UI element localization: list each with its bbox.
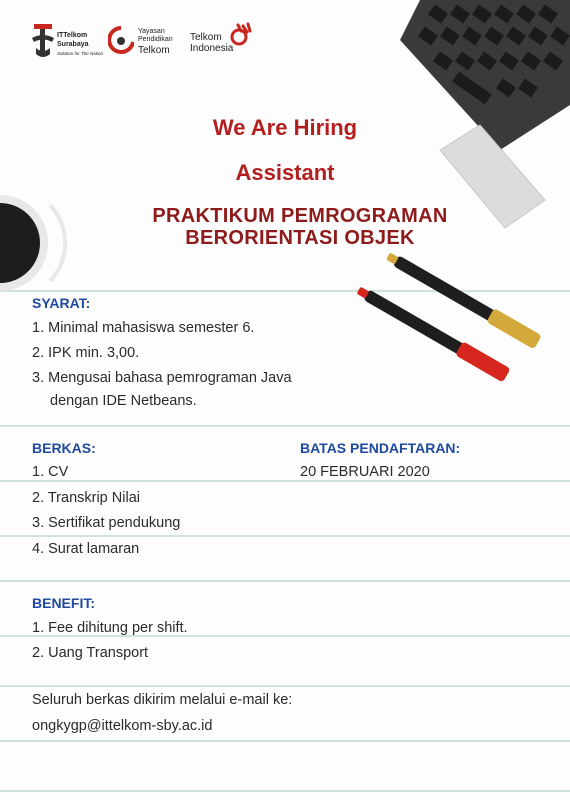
syarat-item: 2. IPK min. 3,00. <box>32 345 140 361</box>
subject-line2: BERORIENTASI OBJEK <box>185 227 415 249</box>
syarat-item: 1. Minimal mahasiswa semester 6. <box>32 320 255 336</box>
telkom-line1: Telkom <box>190 32 222 43</box>
batas-title: BATAS PENDAFTARAN: <box>300 440 461 456</box>
berkas-item: 3. Sertifikat pendukung <box>32 515 181 531</box>
berkas-item: 2. Transkrip Nilai <box>32 490 140 506</box>
syarat-item-continued: dengan IDE Netbeans. <box>50 393 197 409</box>
contact-intro: Seluruh berkas dikirim melalui e-mail ke: <box>32 692 293 708</box>
markers-illustration <box>355 250 570 415</box>
benefit-item: 2. Uang Transport <box>32 645 149 661</box>
telkom-indonesia-logo <box>190 20 270 70</box>
ruled-line <box>0 740 570 742</box>
hiring-heading: We Are Hiring <box>212 115 358 140</box>
yayasan-telkom-logo <box>108 20 190 70</box>
yayasan-line2: Pendidikan <box>138 36 173 43</box>
syarat-title: SYARAT: <box>32 295 91 311</box>
yayasan-swirl-icon <box>108 26 134 62</box>
ittelkom-name: ITTelkom <box>57 32 88 39</box>
ittelkom-city: Surabaya <box>57 41 89 48</box>
yayasan-line3: Telkom <box>138 45 170 56</box>
telkom-line2: Indonesia <box>190 43 234 54</box>
ruled-line <box>0 685 570 687</box>
berkas-item: 1. CV <box>32 464 69 480</box>
syarat-item: 3. Mengusai bahasa pemrograman Java <box>32 370 292 386</box>
ruled-line <box>0 480 570 482</box>
ruled-line <box>0 535 570 537</box>
telkom-hand-icon <box>227 22 253 48</box>
berkas-item: 4. Surat lamaran <box>32 541 140 557</box>
ruled-line <box>0 425 570 427</box>
benefit-item: 1. Fee dihitung per shift. <box>32 620 188 636</box>
benefit-title: BENEFIT: <box>32 595 95 611</box>
subject-line1: PRAKTIKUM PEMROGRAMAN <box>152 205 448 227</box>
ruled-line <box>0 790 570 792</box>
yayasan-line1: Yayasan <box>138 28 165 35</box>
ittelkom-logo <box>30 20 105 70</box>
berkas-title: BERKAS: <box>32 440 96 456</box>
batas-date: 20 FEBRUARI 2020 <box>300 464 430 480</box>
position-heading: Assistant <box>235 160 335 185</box>
contact-email[interactable]: ongkygp@ittelkom-sby.ac.id <box>32 718 213 734</box>
ruled-line <box>0 580 570 582</box>
ittelkom-emblem-icon <box>30 24 56 64</box>
partner-logos <box>30 20 270 70</box>
ittelkom-tagline: Solution for The Nation <box>57 51 104 56</box>
subject-heading <box>110 205 490 249</box>
coffee-cup-illustration <box>0 195 80 295</box>
